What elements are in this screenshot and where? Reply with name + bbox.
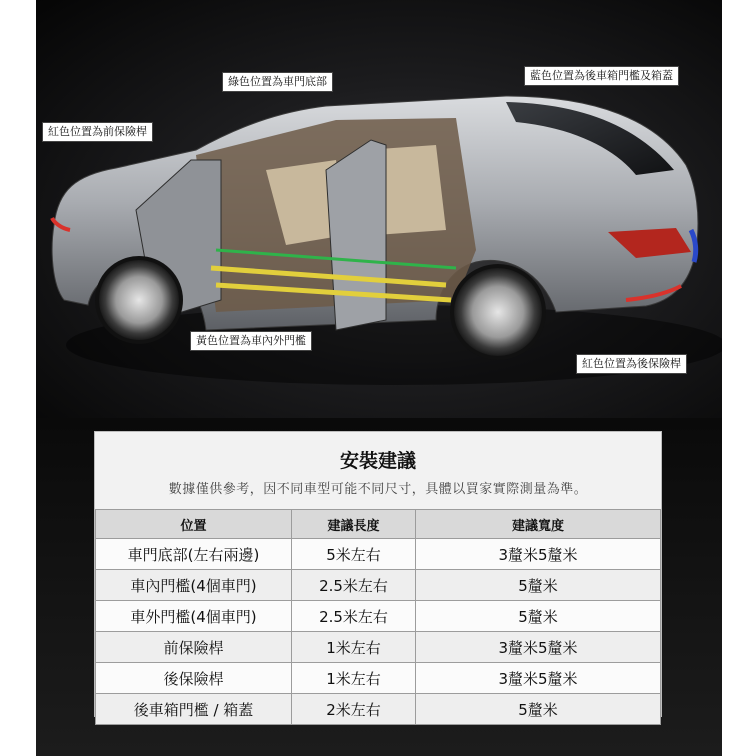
header-width: 建議寬度: [416, 510, 661, 539]
table-header-row: [96, 510, 661, 539]
cell-length: 5米左右: [292, 539, 416, 570]
cell-position: 前保險桿: [96, 632, 292, 663]
cell-length: 2.5米左右: [292, 570, 416, 601]
install-table-card: [94, 431, 662, 717]
table-row: [96, 570, 661, 601]
table-row: [96, 663, 661, 694]
cell-width: 3釐米5釐米: [416, 539, 661, 570]
cell-length: 2.5米左右: [292, 601, 416, 632]
table-row: [96, 539, 661, 570]
front-wheel: [97, 258, 181, 342]
table-title: 安裝建議: [339, 450, 416, 472]
cell-width: 5釐米: [416, 601, 661, 632]
rear-wheel: [452, 266, 544, 358]
callout-rear-bumper: 紅色位置為後保險桿: [576, 354, 687, 374]
cell-width: 5釐米: [416, 570, 661, 601]
callout-front-bumper: 紅色位置為前保險桿: [42, 122, 153, 142]
cell-width: 3釐米5釐米: [416, 632, 661, 663]
cell-length: 1米左右: [292, 632, 416, 663]
table-note: 數據僅供參考，因不同車型可能不同尺寸，具體以買家實際測量為準。: [168, 482, 588, 497]
cell-width: 3釐米5釐米: [416, 663, 661, 694]
table-row: [96, 632, 661, 663]
car-photo: [36, 0, 722, 418]
header-length: 建議長度: [292, 510, 416, 539]
cell-position: 後車箱門檻 / 箱蓋: [96, 694, 292, 725]
cell-length: 2米左右: [292, 694, 416, 725]
rear-door-open: [326, 140, 386, 330]
callout-sills: 黃色位置為車內外門檻: [190, 331, 312, 351]
callout-door-bottom: 綠色位置為車門底部: [222, 72, 333, 92]
table-row: [96, 694, 661, 725]
install-table: [95, 509, 661, 725]
cell-length: 1米左右: [292, 663, 416, 694]
cell-position: 車門底部(左右兩邊): [96, 539, 292, 570]
cell-position: 車內門檻(4個車門): [96, 570, 292, 601]
callout-trunk: 藍色位置為後車箱門檻及箱蓋: [524, 66, 679, 86]
table-row: [96, 601, 661, 632]
cell-position: 後保險桿: [96, 663, 292, 694]
cell-position: 車外門檻(4個車門): [96, 601, 292, 632]
cell-width: 5釐米: [416, 694, 661, 725]
header-position: 位置: [96, 510, 292, 539]
